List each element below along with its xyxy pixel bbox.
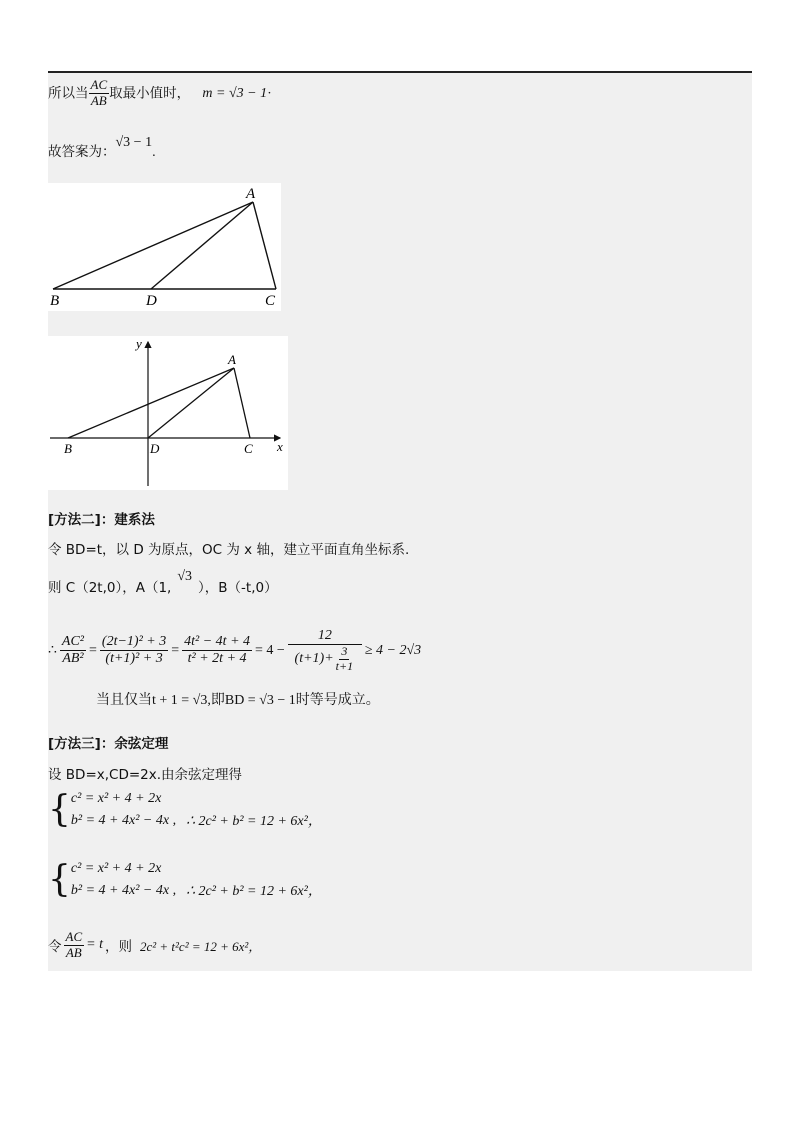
segment-BA xyxy=(53,202,253,289)
label-A: A xyxy=(246,186,256,202)
segment-AC xyxy=(234,368,250,438)
segment-AC xyxy=(253,202,276,289)
system-1 xyxy=(48,788,322,831)
label-D: D xyxy=(146,293,157,309)
method2-equation: ∴ $\frac{\text{AC²}}{\text{AB²}}$ = $\frac{\text{(2t−1)² + 3}}{\text{(t+1)² + 3}}$ = $\frac{\text{4t² − 4t + 4}}{\text{t² + 2t + 4}}$ = 4 − 12 (t+1)+ $\frac{3}{t+1}$ ≥ 4 − 2√3 xyxy=(48,628,422,673)
brace-icon: { xyxy=(48,858,71,900)
label-A: A xyxy=(228,352,236,367)
line-answer: 故答案为：√3 − 1. xyxy=(48,135,156,160)
method3-setup: 设 BD=x,CD=2x.由余弦定理得 xyxy=(48,767,243,783)
triangle-figure xyxy=(48,183,281,311)
equality-condition: 当且仅当t + 1 = √3,即BD = √3 − 1时等号成立。 xyxy=(96,693,380,708)
system-2 xyxy=(48,858,322,901)
sys1-eq2: b² = 4 + 4x² − 4x , xyxy=(70,812,177,828)
method2-setup: 令 BD=t，以 D 为原点，OC 为 x 轴，建立平面直角坐标系. xyxy=(48,542,410,558)
method2-heading: [方法二]：建系法 xyxy=(48,512,155,528)
triangle-svg xyxy=(48,183,281,311)
eq-frac-4: 12 (t+1)+ $\frac{3}{t+1}$ xyxy=(288,628,362,674)
coordinate-svg xyxy=(48,336,288,490)
label-x: x xyxy=(277,439,283,454)
segment-AD xyxy=(151,202,253,289)
brace-icon: { xyxy=(48,788,71,830)
sys1-conclusion: ∴ 2c² + b² = 12 + 6x²， xyxy=(186,813,322,829)
eq-result: ≥ 4 − 2√3 xyxy=(364,642,422,658)
label-C: C xyxy=(244,441,253,456)
sys1-eq1: c² = x² + 4 + 2x xyxy=(70,791,162,806)
sys2-eq1: c² = x² + 4 + 2x xyxy=(70,861,162,876)
coordinate-figure xyxy=(48,336,288,490)
segment-DA xyxy=(148,368,234,438)
sys2-conclusion: ∴ 2c² + b² = 12 + 6x²， xyxy=(186,883,322,899)
ratio-fraction: $\frac{AC}{AB}$ xyxy=(90,77,108,108)
line1-prefix: 所以当 xyxy=(48,85,89,102)
eq-frac-lhs: $\frac{\text{AC²}}{\text{AB²}}$ xyxy=(61,634,85,667)
method2-coordinates: 则 C（2t,0），A（1,√3），B（-t,0） xyxy=(48,569,278,596)
label-D: D xyxy=(150,441,160,456)
last-line: 令 $\frac{AC}{AB}$ = t ，则 2c² + t²c² = 12 + 6x²， xyxy=(48,929,262,960)
sqrt3: √3 xyxy=(177,569,193,584)
answer-prefix: 故答案为： xyxy=(48,144,116,160)
line-min-value: 所以当 $\frac{AC}{AB}$ 取最小值时， m = √3 − 1· xyxy=(48,77,272,108)
label-B: B xyxy=(64,441,72,456)
eq-frac-3: $\frac{\text{4t² − 4t + 4}}{\text{t² + 2t + 4}}$ xyxy=(184,634,251,667)
label-y: y xyxy=(136,336,142,351)
last-ratio-fraction: $\frac{AC}{AB}$ xyxy=(65,929,83,960)
answer-value: √3 − 1 xyxy=(115,135,153,150)
line1-middle: 取最小值时， xyxy=(109,85,191,102)
method3-heading: [方法三]：余弦定理 xyxy=(48,736,169,752)
line1-result: m = √3 − 1 xyxy=(202,86,268,102)
label-C: C xyxy=(265,293,276,309)
sys2-eq2: b² = 4 + 4x² − 4x , xyxy=(70,882,177,898)
segment-BA xyxy=(68,368,234,438)
label-B: B xyxy=(50,293,60,309)
last-equation: 2c² + t²c² = 12 + 6x²， xyxy=(139,938,262,954)
eq-frac-2: $\frac{\text{(2t−1)² + 3}}{\text{(t+1)² + 3}}$ xyxy=(101,634,167,667)
